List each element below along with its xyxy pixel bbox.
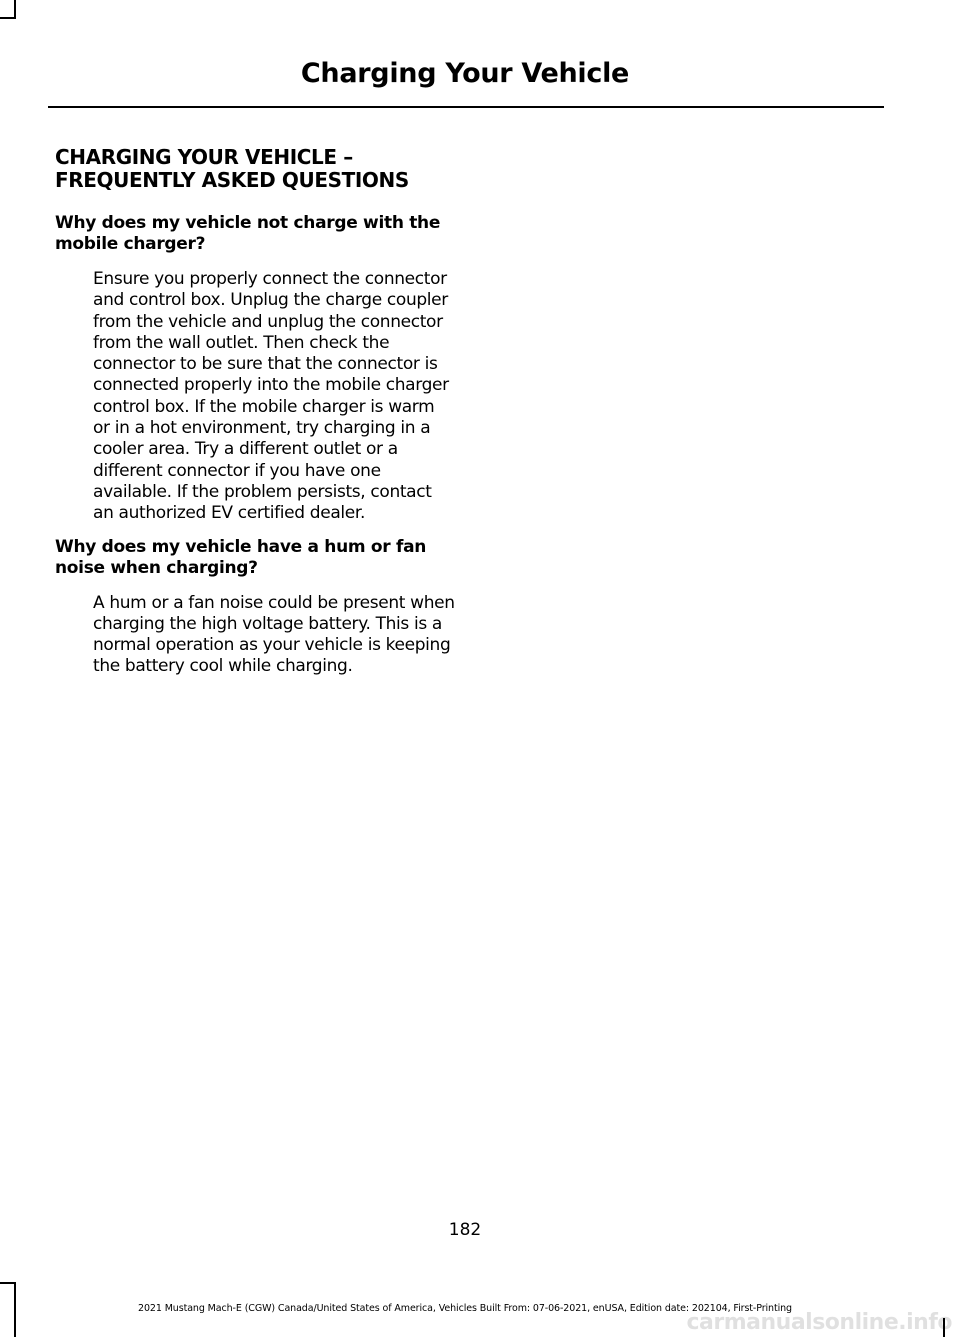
- faq-item: [55, 213, 455, 525]
- header-divider: [48, 106, 884, 108]
- section-title: CHARGING YOUR VEHICLE – FREQUENTLY ASKED QUESTIONS: [55, 145, 409, 192]
- faq-answer: Ensure you properly connect the connector and control box. Unplug the charge coupler from the vehicle and unplug the connector from the wall outlet. Then check the connector to be sure that the connector is connected properly into the mobile charger control box. If the mobile charger is warm or in a hot environment, try charging in a cooler area. Try a different outlet or a different connector if you have one available. If the problem persists, contact an authorized EV certified dealer.: [93, 269, 449, 524]
- footer-edition-info: 2021 Mustang Mach-E (CGW) Canada/United States of America, Vehicles Built From: 07-06-2021, enUSA, Edition date: 202104, First-Printing: [138, 1303, 792, 1314]
- crop-mark-top-left-vertical: [14, 0, 16, 18]
- page-content: [55, 146, 455, 690]
- crop-mark-bottom-left-horizontal: [0, 1282, 16, 1284]
- faq-item: [55, 537, 455, 678]
- faq-question: Why does my vehicle not charge with the mobile charger?: [55, 213, 441, 254]
- faq-answer: A hum or a fan noise could be present when charging the high voltage battery. This is a normal operation as your vehicle is keeping the battery cool while charging.: [93, 592, 455, 677]
- page-number: 182: [448, 1220, 482, 1240]
- watermark: carmanualsonline.info: [686, 1310, 952, 1335]
- page-header-title: Charging Your Vehicle: [300, 58, 630, 89]
- faq-question: Why does my vehicle have a hum or fan noise when charging?: [55, 536, 427, 578]
- crop-mark-top-left-horizontal: [0, 17, 16, 19]
